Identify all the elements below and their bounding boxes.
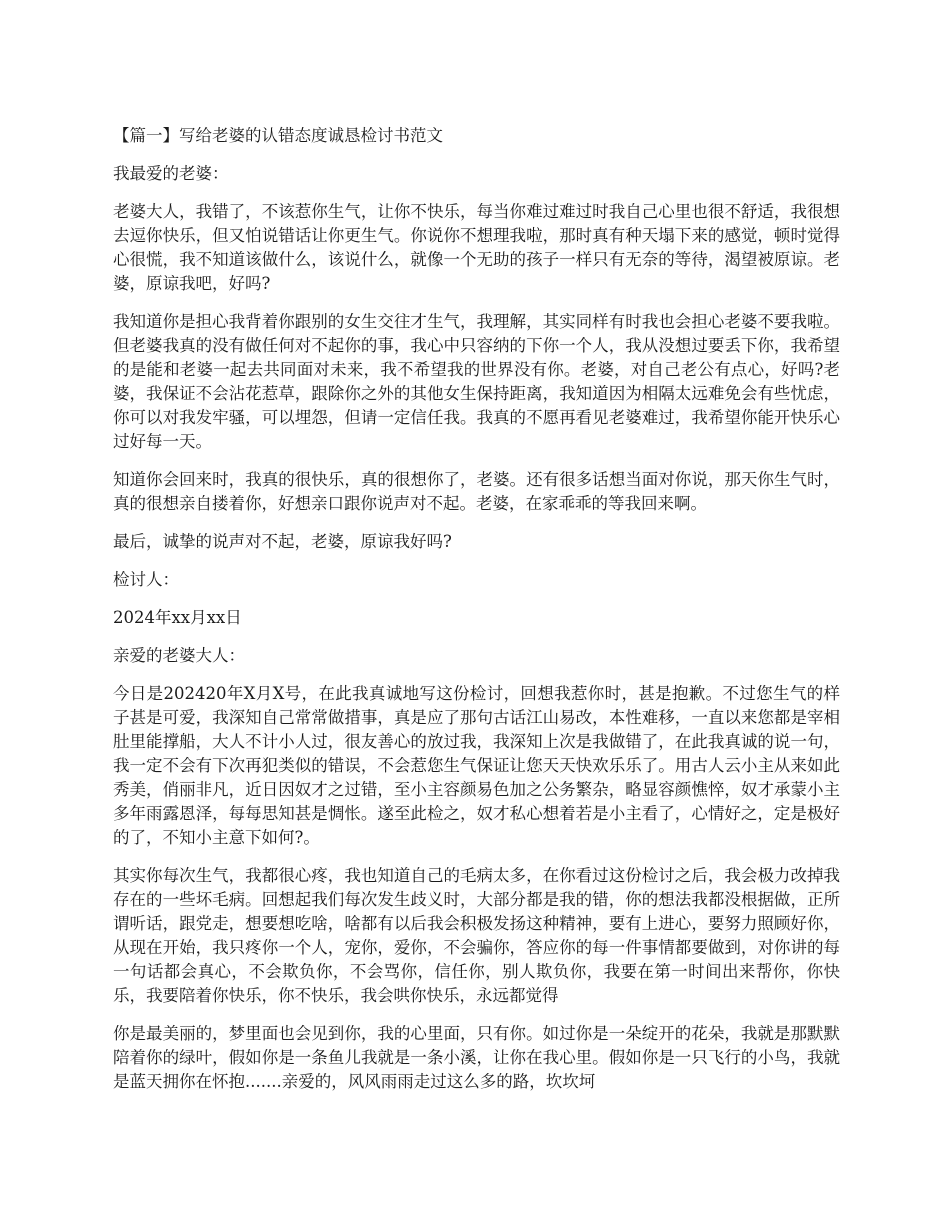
body-paragraph: 你是最美丽的，梦里面也会见到你，我的心里面，只有你。如过你是一朵绽开的花朵，我就是那默默陪着你的绿叶，假如你是一条鱼儿我就是一条小溪，让你在我心里。假如你是一只飞行的小鸟，我就是蓝天拥你在怀抱.......亲爱的，风风雨雨走过这么多的路，坎坎坷 [113, 1024, 840, 1091]
document-page [113, 124, 840, 1108]
body-paragraph: 今日是202420年X月X号，在此我真诚地写这份检讨，回想我惹你时，甚是抱歉。不过您生气的样子甚是可爱，我深知自己常常做措事，真是应了那句古话江山易改，本性难移，一直以来您都是宰相肚里能撑船，大人不计小人过，很友善心的放过我，我深知上次是我做错了，在此我真诚的说一句，我一定不会有下次再犯类似的错误，不会惹您生气保证让您天天快欢乐乐了。用古人云小主从来如此秀美，俏丽非凡，近日因奴才之过错，至小主容颜易色加之公务繁杂，略显容颜憔悴，奴才承蒙小主多年雨露恩泽，每每思知甚是惆怅。遂至此检之，奴才私心想着若是小主看了，心情好之，定是极好的了，不知小主意下如何?。 [113, 684, 840, 847]
document-title: 【篇一】写给老婆的认错态度诚恳检讨书范文 [113, 126, 443, 145]
body-paragraph: 知道你会回来时，我真的很快乐，真的很想你了，老婆。还有很多话想当面对你说，那天你生气时，真的很想亲自搂着你，好想亲口跟你说声对不起。老婆，在家乖乖的等我回来啊。 [113, 470, 840, 513]
date-line: 2024年xx月xx日 [113, 608, 242, 627]
closing-line: 最后，诚挚的说声对不起，老婆，原谅我好吗? [113, 532, 452, 551]
body-paragraph: 我知道你是担心我背着你跟别的女生交往才生气，我理解，其实同样有时我也会担心老婆不要我啦。但老婆我真的没有做任何对不起你的事，我心中只容纳的下你一个人，我从没想过要丢下你，我希望的是能和老婆一起去共同面对未来，我不希望我的世界没有你。老婆，对自己老公有点心，好吗?老婆，我保证不会沾花惹草，跟除你之外的其他女生保持距离，我知道因为相隔太远难免会有些忧虑，你可以对我发牢骚，可以埋怨，但请一定信任我。我真的不愿再看见老婆难过，我希望你能开快乐心过好每一天。 [113, 312, 840, 451]
salutation-2: 亲爱的老婆大人： [113, 646, 245, 665]
body-paragraph: 其实你每次生气，我都很心疼，我也知道自己的毛病太多，在你看过这份检讨之后，我会极力改掉我存在的一些坏毛病。回想起我们每次发生歧义时，大部分都是我的错，你的想法我都没根据做，正所谓听话，跟党走，想要想吃啥，啥都有以后我会积极发扬这种精神，要有上进心，要努力照顾好你，从现在开始，我只疼你一个人，宠你，爱你，不会骗你，答应你的每一件事情都要做到，对你讲的每一句话都会真心，不会欺负你，不会骂你，信任你，别人欺负你，我要在第一时间出来帮你，你快乐，我要陪着你快乐，你不快乐，我会哄你快乐，永远都觉得 [113, 866, 840, 1005]
signature-label: 检讨人： [113, 570, 179, 589]
salutation-1: 我最爱的老婆： [113, 164, 229, 183]
body-paragraph: 老婆大人，我错了，不该惹你生气，让你不快乐，每当你难过难过时我自己心里也很不舒适，我很想去逗你快乐，但又怕说错话让你更生气。你说你不想理我啦，那时真有种天塌下来的感觉，顿时觉得心很慌，我不知道该做什么，该说什么，就像一个无助的孩子一样只有无奈的等待，渴望被原谅。老婆，原谅我吧，好吗? [113, 202, 840, 293]
